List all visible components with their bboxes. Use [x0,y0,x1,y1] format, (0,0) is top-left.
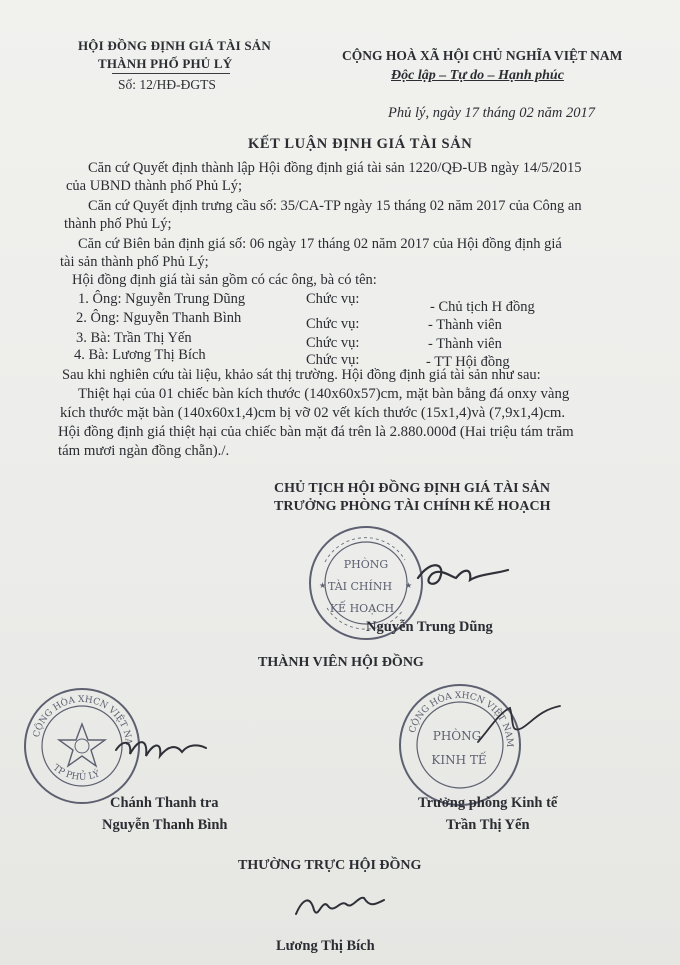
member-name: 1. Ông: Nguyễn Trung Dũng [78,291,246,307]
economy-signature [470,698,570,758]
conclusion-line: Sau khi nghiên cứu tài liệu, khảo sát thị trường. Hội đồng định giá tài sản như sau: [62,367,541,383]
member-name: 3. Bà: Trần Thị Yến [76,330,192,346]
document-title: KẾT LUẬN ĐỊNH GIÁ TÀI SẢN [248,136,473,152]
conclusion-line: Thiệt hại của 01 chiếc bàn kích thước (140x60x57)cm, mặt bàn bằng đá onxy vàng [78,386,570,402]
chair-signature [410,548,530,598]
member-role-label: Chức vụ: [306,335,360,351]
chair-title: CHỦ TỊCH HỘI ĐỒNG ĐỊNH GIÁ TÀI SẢN [274,481,551,496]
member-name: 4. Bà: Lương Thị Bích [74,347,206,363]
basis-line: Căn cứ Quyết định thành lập Hội đồng định giá tài sản 1220/QĐ-UB ngày 14/5/2015 [88,160,582,176]
conclusion-line: kích thước mặt bàn (140x60x1,4)cm bị vỡ 02 vết kích thước (15x1,4)và (7,9x1,4)cm. [60,405,566,421]
member-role-label: Chức vụ: [306,316,360,332]
chair-name: Nguyễn Trung Dũng [366,619,493,635]
inspector-signature [110,722,220,772]
svg-text:TÀI CHÍNH: TÀI CHÍNH [327,580,393,593]
svg-text:KINH TẾ: KINH TẾ [431,753,487,767]
standing-committee-heading: THƯỜNG TRỰC HỘI ĐỒNG [238,858,422,873]
inspector-name: Nguyễn Thanh Bình [102,817,228,833]
svg-text:PHÒNG: PHÒNG [432,729,482,743]
basis-line: của UBND thành phố Phủ Lý; [66,178,242,194]
svg-text:PHÒNG: PHÒNG [343,558,389,571]
member-role: - Chủ tịch H đồng [430,299,535,315]
org-name-line2: THÀNH PHỐ PHỦ LÝ [98,56,233,71]
member-name: 2. Ông: Nguyễn Thanh Bình [76,310,242,326]
member-role: - Thành viên [428,317,502,333]
council-members-heading: THÀNH VIÊN HỘI ĐỒNG [258,655,424,670]
economy-name: Trần Thị Yến [446,817,530,833]
svg-text:KẾ HOẠCH: KẾ HOẠCH [329,602,395,615]
member-role: - TT Hội đồng [426,354,510,370]
basis-line: thành phố Phủ Lý; [64,216,172,232]
conclusion-line: tám mươi ngàn đồng chẵn)./. [58,443,230,459]
national-motto: Độc lập – Tự do – Hạnh phúc [391,68,564,83]
nation-name: CỘNG HOÀ XÃ HỘI CHỦ NGHĨA VIỆT NAM [342,48,623,63]
economy-title: Trưởng phòng Kinh tế [418,795,558,811]
document-date: Phủ lý, ngày 17 tháng 02 năm 2017 [388,105,596,121]
chair-department-title: TRƯỞNG PHÒNG TÀI CHÍNH KẾ HOẠCH [274,499,551,514]
conclusion-line: Hội đồng định giá thiệt hại của chiếc bàn mặt đá trên là 2.880.000đ (Hai triệu tám trăm [58,424,574,440]
basis-line: tài sản thành phố Phủ Lý; [60,254,209,270]
svg-text:★: ★ [319,581,327,590]
member-role: - Thành viên [428,336,502,352]
org-name-line1: HỘI ĐỒNG ĐỊNH GIÁ TÀI SẢN [78,38,271,53]
standing-signature [288,880,398,930]
basis-line: Hội đồng định giá tài sản gồm có các ông, bà có tên: [72,272,377,288]
svg-text:TP PHỦ LÝ: TP PHỦ LÝ [50,762,102,783]
member-role-label: Chức vụ: [306,352,360,368]
document-number: Số: 12/HĐ-ĐGTS [118,77,216,92]
basis-line: Căn cứ Quyết định trưng cầu số: 35/CA-TP ngày 15 tháng 02 năm 2017 của Công an [88,198,582,214]
svg-text:CỘNG HÒA XHCN VIỆT NAM: CỘNG HÒA XHCN VIỆT NAM [407,690,515,748]
svg-text:★: ★ [405,581,413,590]
standing-name: Lương Thị Bích [276,938,375,954]
basis-line: Căn cứ Biên bản định giá số: 06 ngày 17 tháng 02 năm 2017 của Hội đồng định giá [78,236,562,252]
header-left-rule [112,73,230,74]
member-role-label: Chức vụ: [306,291,360,307]
inspector-title: Chánh Thanh tra [110,795,219,811]
svg-text:CỘNG HÒA XHCN VIỆT NAM: CỘNG HÒA XHCN VIỆT NAM [15,677,134,746]
